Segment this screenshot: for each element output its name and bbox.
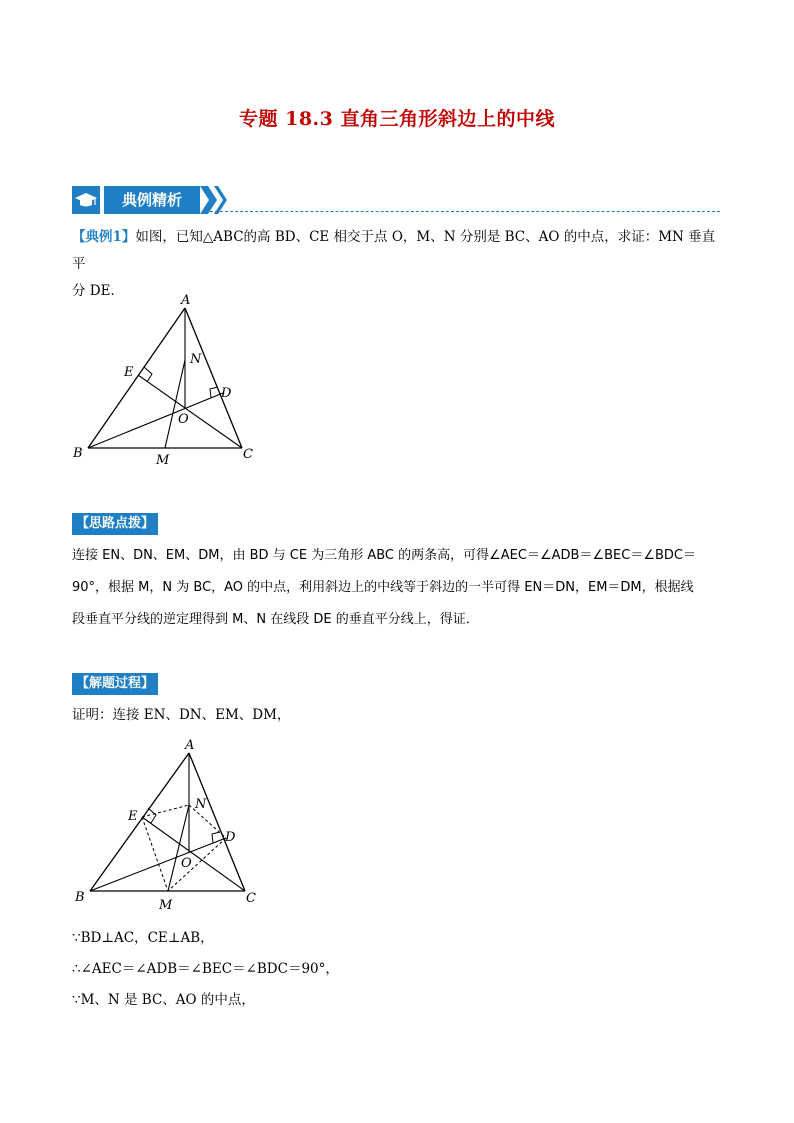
triangle-figure-1 [60,290,270,470]
page-title: 专题 18.3 直角三角形斜边上的中线 [238,108,555,130]
label-N: N [190,352,202,367]
solution-intro: 证明：连接 EN、DN、EM、DM， [72,707,291,723]
example-line-1: 如图，已知△ABC的高 BD、CE 相交于点 O，M、N 分别是 BC、AO 的中点，求证：MN 垂直平 [72,229,716,272]
solution-step-2: ∴∠AEC＝∠ADB＝∠BEC＝∠BDC＝90°， [72,961,339,977]
label-B: B [75,890,85,905]
example-line-2: 分 DE． [72,283,124,299]
label-M: M [156,453,170,468]
idea-tag: 【思路点拨】 [72,513,158,535]
idea-line-1: 连接 EN、DN、EM、DM，由 BD 与 CE 为三角形 ABC 的两条高，可得∠AEC＝∠ADB＝∠BEC＝∠BDC＝ [72,548,696,563]
label-E: E [124,365,134,380]
idea-line-2: 90°，根据 M，N 为 BC，AO 的中点，利用斜边上的中线等于斜边的一半可得 EN＝DN，EM＝DM，根据线 [72,580,694,595]
label-E: E [128,809,138,824]
idea-line-3: 段垂直平分线的逆定理得到 M、N 在线段 DE 的垂直平分线上，得证． [72,612,479,627]
section-divider [210,211,720,212]
label-C: C [243,447,253,462]
idea-text [72,540,722,636]
section-label: 典例精析 [104,186,200,214]
label-A: A [181,293,191,308]
label-M: M [159,898,173,913]
label-C: C [246,891,256,906]
solution-step-1: ∵BD⊥AC，CE⊥AB， [72,930,214,946]
label-N: N [195,797,207,812]
solution-tag: 【解题过程】 [72,673,158,695]
label-B: B [73,446,83,461]
label-O: O [181,856,192,871]
label-A: A [185,738,195,753]
label-D: D [221,386,232,401]
solution-step-3: ∵M、N 是 BC、AO 的中点， [72,992,255,1008]
triangle-figure-2 [60,733,275,913]
label-O: O [178,412,189,427]
label-D: D [225,830,236,845]
example-tag: 【典例1】 [72,229,136,245]
chevron-right-icon [200,186,290,214]
graduation-cap-icon [72,186,100,214]
